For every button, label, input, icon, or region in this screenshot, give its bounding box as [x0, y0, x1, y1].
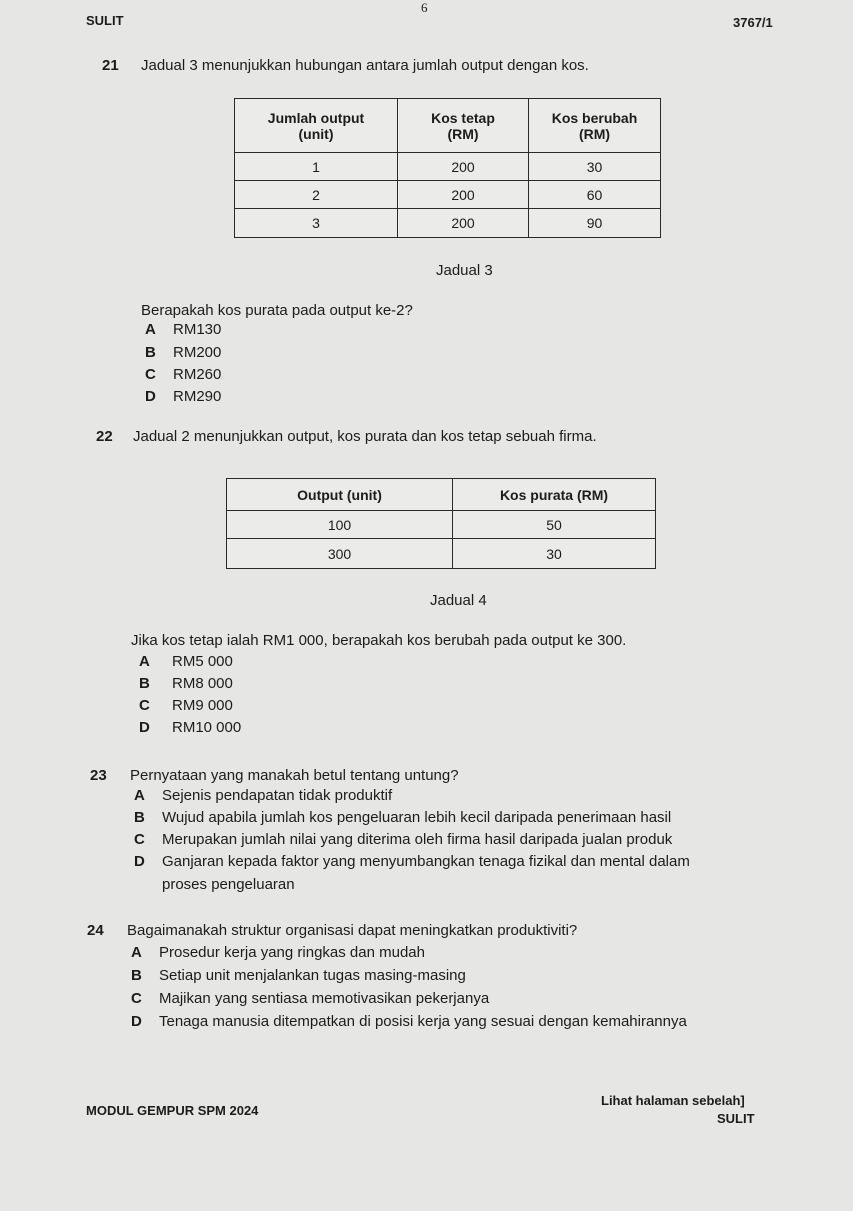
- jadual-3-caption: Jadual 3: [436, 262, 493, 279]
- option-a[interactable]: [134, 787, 392, 804]
- option-text: Merupakan jumlah nilai yang diterima oleh firma hasil daripada jualan produk: [162, 831, 673, 848]
- table-header: Jumlah output (unit): [235, 99, 398, 153]
- table-cell: 200: [398, 153, 529, 181]
- table-cell: 300: [227, 539, 453, 569]
- option-letter: C: [134, 831, 145, 848]
- footer-sulit: SULIT: [717, 1111, 755, 1126]
- option-b[interactable]: [131, 967, 466, 984]
- option-letter: D: [145, 388, 156, 405]
- option-a[interactable]: [145, 321, 221, 338]
- question-22-text: Jika kos tetap ialah RM1 000, berapakah kos berubah pada output ke 300.: [131, 632, 627, 649]
- table-cell: 2: [235, 181, 398, 209]
- option-text: RM290: [173, 388, 222, 405]
- option-text: RM260: [173, 366, 222, 383]
- table-cell: 90: [529, 209, 661, 238]
- table-header: Kos tetap (RM): [398, 99, 529, 153]
- question-23-text: Pernyataan yang manakah betul tentang untung?: [130, 767, 459, 784]
- option-b[interactable]: [134, 809, 671, 826]
- option-letter: B: [145, 344, 156, 361]
- table-row: [227, 511, 656, 539]
- option-letter: D: [139, 719, 150, 736]
- option-text: Sejenis pendapatan tidak produktif: [162, 787, 393, 804]
- option-letter: C: [139, 697, 150, 714]
- option-d[interactable]: [131, 1013, 687, 1030]
- option-letter: B: [131, 967, 142, 984]
- question-22-number: 22: [96, 428, 113, 445]
- jadual-4-table: [226, 478, 656, 569]
- option-text: Setiap unit menjalankan tugas masing-masing: [159, 967, 466, 984]
- option-d[interactable]: [139, 719, 241, 736]
- table-header: Kos berubah (RM): [529, 99, 661, 153]
- option-text: RM5 000: [172, 653, 233, 670]
- footer-next-page: Lihat halaman sebelah]: [601, 1093, 745, 1108]
- table-cell: 30: [453, 539, 656, 569]
- option-letter: A: [145, 321, 156, 338]
- option-letter: A: [139, 653, 150, 670]
- question-21-text: Berapakah kos purata pada output ke-2?: [141, 302, 413, 319]
- table-cell: 200: [398, 181, 529, 209]
- header-sulit: SULIT: [86, 13, 124, 28]
- option-d[interactable]: [134, 853, 690, 870]
- table-cell: 200: [398, 209, 529, 238]
- option-letter: A: [134, 787, 145, 804]
- table-header: Kos purata (RM): [453, 479, 656, 511]
- table-header: Output (unit): [227, 479, 453, 511]
- option-text: RM200: [173, 344, 222, 361]
- option-letter: D: [131, 1013, 142, 1030]
- question-22-stem: Jadual 2 menunjukkan output, kos purata dan kos tetap sebuah firma.: [133, 428, 597, 445]
- table-row: [227, 539, 656, 569]
- table-cell: 50: [453, 511, 656, 539]
- option-text: Tenaga manusia ditempatkan di posisi kerja yang sesuai dengan kemahirannya: [159, 1013, 687, 1030]
- option-b[interactable]: [145, 344, 221, 361]
- jadual-4-caption: Jadual 4: [430, 592, 487, 609]
- question-23-number: 23: [90, 767, 107, 784]
- option-d-continued: proses pengeluaran: [162, 876, 295, 893]
- option-text: RM9 000: [172, 697, 233, 714]
- option-letter: C: [131, 990, 142, 1007]
- table-cell: 3: [235, 209, 398, 238]
- page-number: 6: [421, 0, 428, 15]
- question-24-text: Bagaimanakah struktur organisasi dapat meningkatkan produktiviti?: [127, 922, 578, 939]
- option-letter: B: [134, 809, 145, 826]
- question-21-number: 21: [102, 57, 119, 74]
- option-text: RM10 000: [172, 719, 242, 736]
- option-text: RM8 000: [172, 675, 233, 692]
- option-c[interactable]: [145, 366, 221, 383]
- jadual-3-table: [234, 98, 661, 238]
- option-c[interactable]: [131, 990, 489, 1007]
- table-row: [235, 153, 661, 181]
- option-text: Majikan yang sentiasa memotivasikan pekerjanya: [159, 990, 490, 1007]
- question-24-number: 24: [87, 922, 104, 939]
- option-a[interactable]: [131, 944, 425, 961]
- option-letter: D: [134, 853, 145, 870]
- header-code: 3767/1: [733, 15, 773, 30]
- option-d[interactable]: [145, 388, 221, 405]
- option-letter: A: [131, 944, 142, 961]
- table-row: [235, 209, 661, 238]
- footer-module: MODUL GEMPUR SPM 2024: [86, 1103, 259, 1118]
- option-c[interactable]: [134, 831, 672, 848]
- option-text: Prosedur kerja yang ringkas dan mudah: [159, 944, 425, 961]
- table-cell: 1: [235, 153, 398, 181]
- option-text: Ganjaran kepada faktor yang menyumbangkan tenaga fizikal dan mental dalam: [162, 853, 690, 870]
- option-a[interactable]: [139, 653, 233, 670]
- option-b[interactable]: [139, 675, 233, 692]
- option-letter: C: [145, 366, 156, 383]
- option-text: RM130: [173, 321, 222, 338]
- option-c[interactable]: [139, 697, 233, 714]
- table-row: [235, 181, 661, 209]
- option-letter: B: [139, 675, 150, 692]
- question-21-stem: Jadual 3 menunjukkan hubungan antara jumlah output dengan kos.: [141, 57, 589, 74]
- table-cell: 30: [529, 153, 661, 181]
- option-text: Wujud apabila jumlah kos pengeluaran lebih kecil daripada penerimaan hasil: [162, 809, 672, 826]
- table-cell: 100: [227, 511, 453, 539]
- table-cell: 60: [529, 181, 661, 209]
